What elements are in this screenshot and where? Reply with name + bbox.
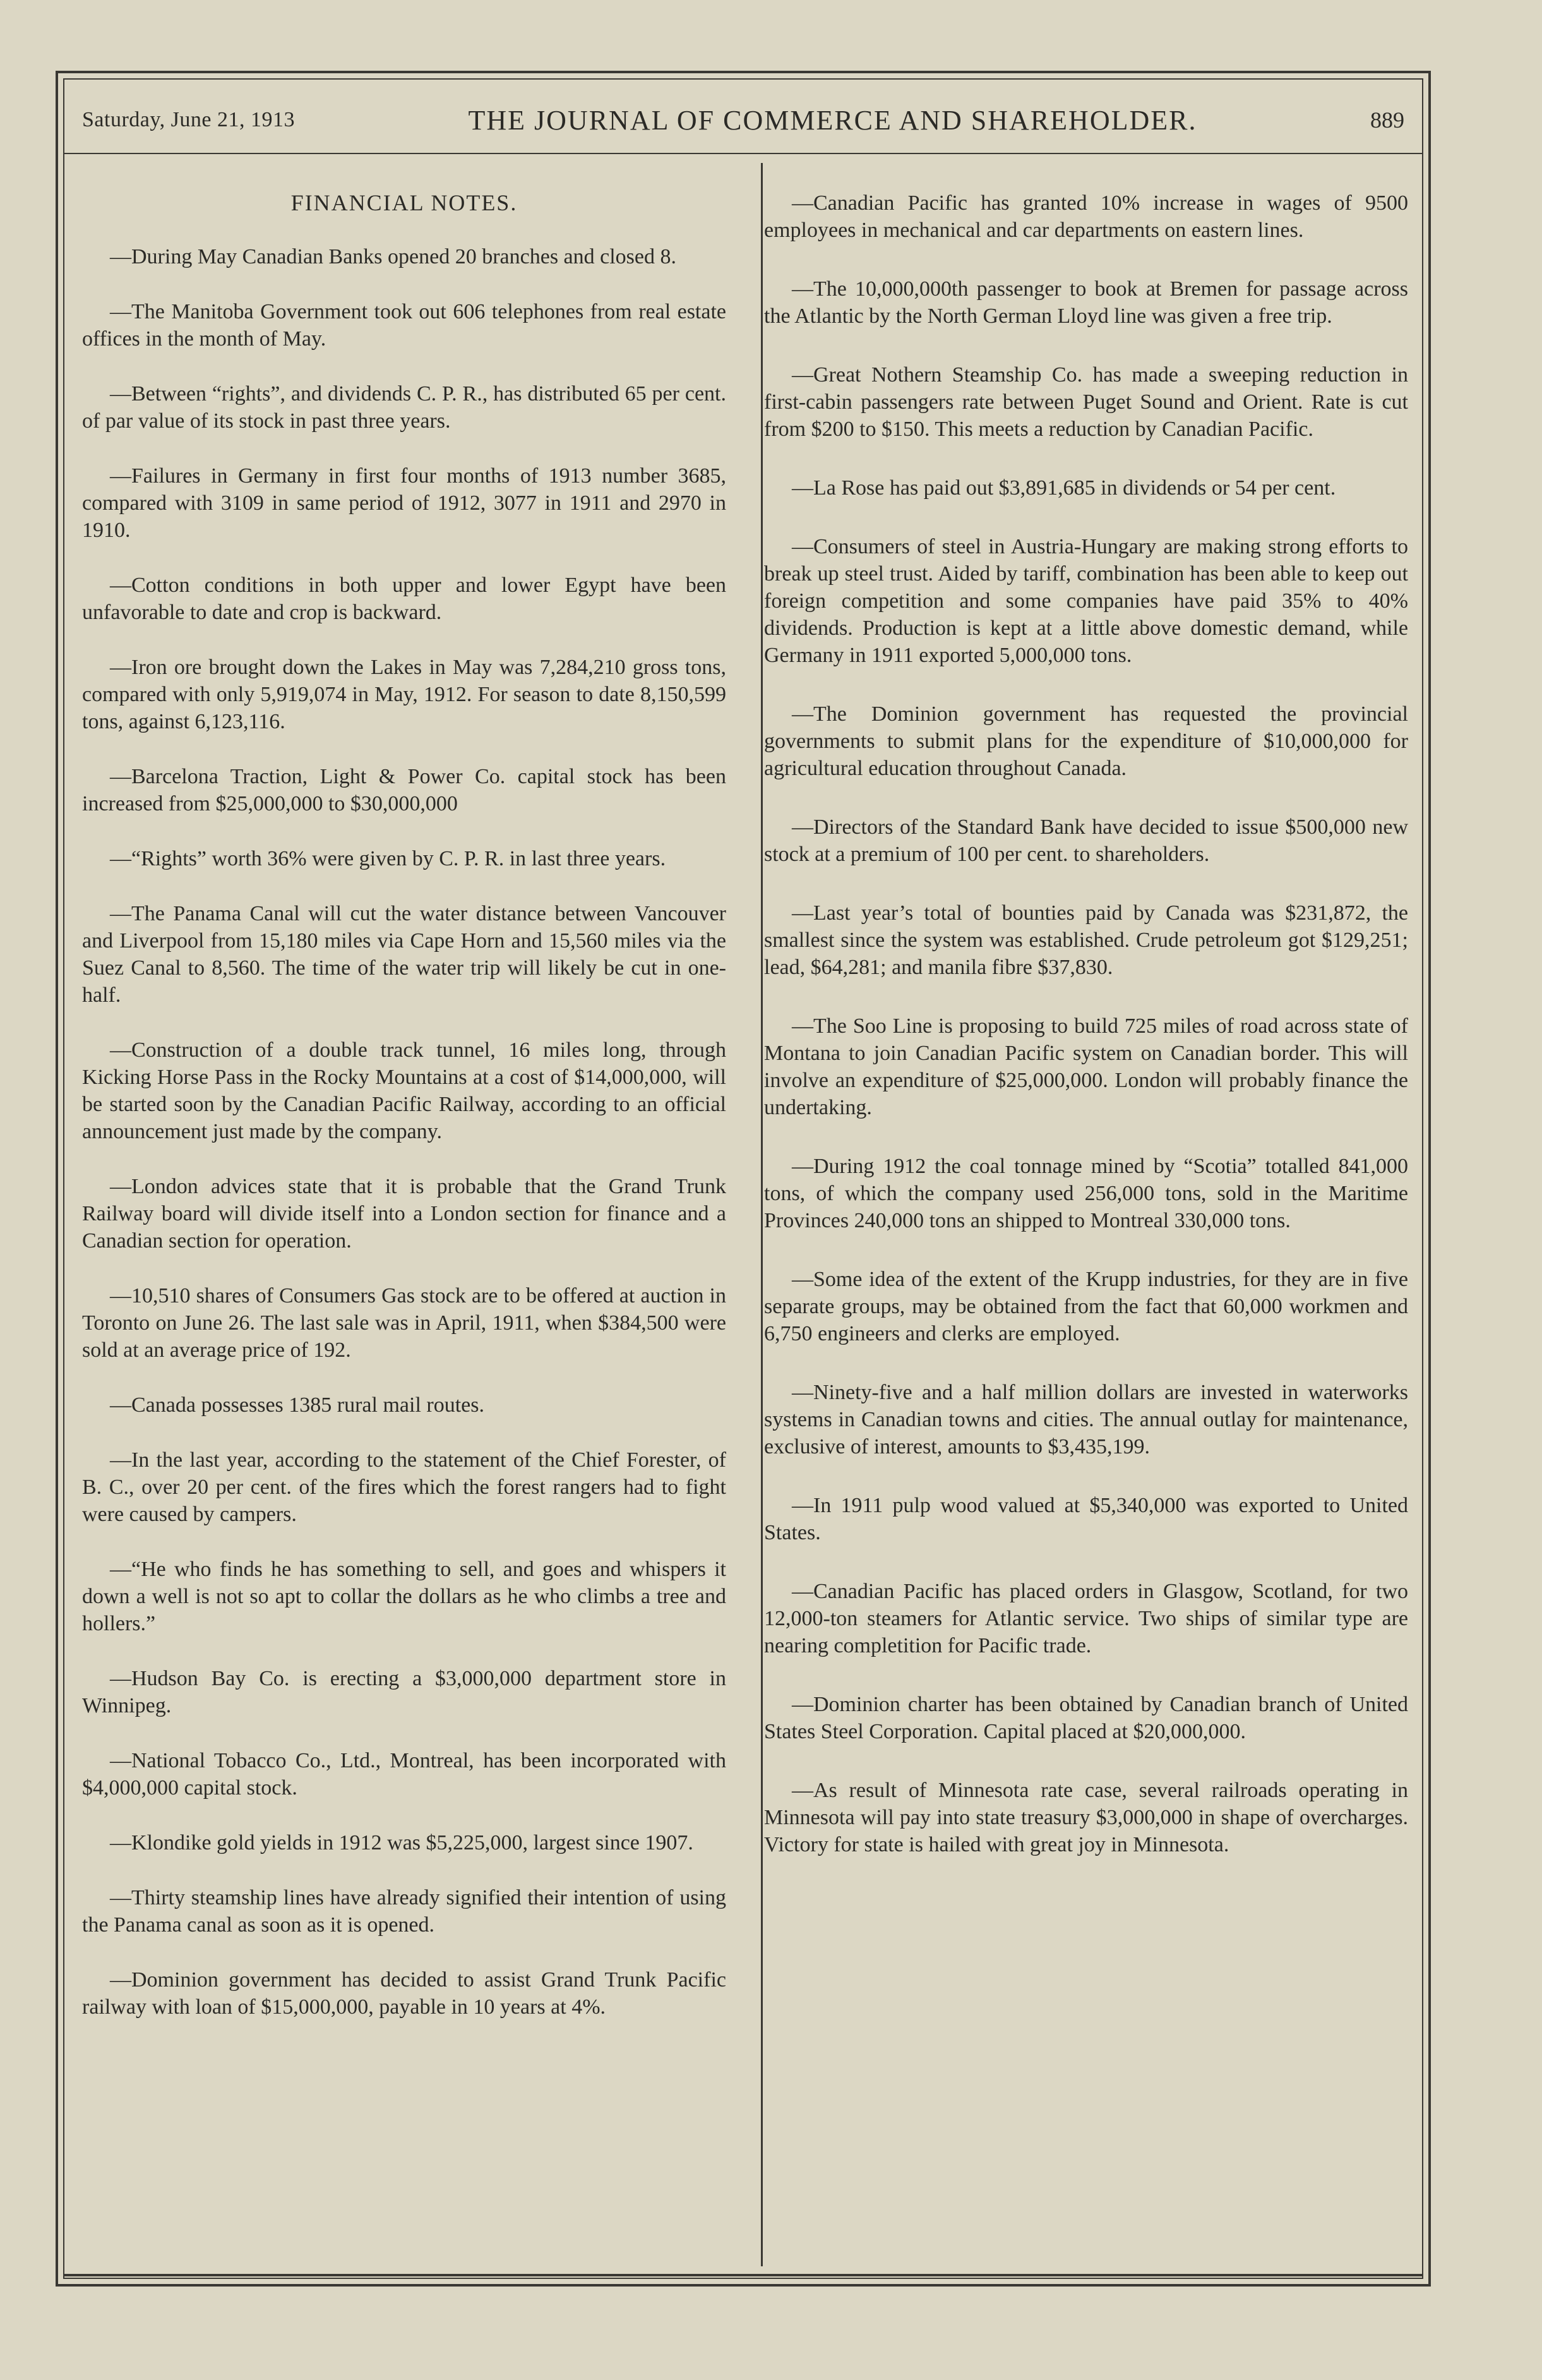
news-note: —In the last year, according to the statement of the Chief Forester, of B. C., over 20 per cent. of the fires which the forest rangers had to fight were caused by campers. <box>82 1448 726 1526</box>
news-note: —As result of Minnesota rate case, several railroads operating in Minnesota will pay into state treasury $3,000,000 in shape of overcharges. Victory for state is hailed with great joy in Minnesota. <box>764 1779 1408 1856</box>
news-note: —Directors of the Standard Bank have decided to issue $500,000 new stock at a premium of 100 per cent. to shareholders. <box>764 815 1408 866</box>
news-note: —Dominion charter has been obtained by Canadian branch of United States Steel Corporation. Capital placed at $20,000,000. <box>764 1693 1408 1743</box>
news-note: —Klondike gold yields in 1912 was $5,225,000, largest since 1907. <box>110 1831 693 1854</box>
news-note: —Hudson Bay Co. is erecting a $3,000,000 department store in Winnipeg. <box>82 1667 726 1717</box>
news-note: —National Tobacco Co., Ltd., Montreal, has been incorporated with $4,000,000 capital stock. <box>82 1749 726 1800</box>
news-note: —Iron ore brought down the Lakes in May was 7,284,210 gross tons, compared with only 5,919,074 in May, 1912. For season to date 8,150,599 tons, against 6,123,116. <box>82 656 726 733</box>
header-rule <box>63 153 1423 154</box>
section-heading: FINANCIAL NOTES. <box>290 190 518 215</box>
left-column <box>82 189 726 2048</box>
news-note: —“He who finds he has something to sell, and goes and whispers it down a well is not so apt to collar the dollars as he who climbs a tree and hollers.” <box>82 1558 726 1635</box>
page-number: 889 <box>1370 107 1404 133</box>
news-note: —Consumers of steel in Austria-Hungary are making strong efforts to break up steel trust. Aided by tariff, combination has been able to keep out foreign competition and some companies have paid 35% to 40% dividends. Production is kept at a little above domestic demand, while Germany in 1911 exported 5,000,000 tons. <box>764 535 1408 667</box>
news-note: —Great Nothern Steamship Co. has made a sweeping reduction in first-cabin passengers rate between Puget Sound and Orient. Rate is cut from $200 to $150. This meets a reduction by Canadian Pacific. <box>764 363 1408 441</box>
bottom-rule <box>63 2274 1423 2276</box>
news-note: —Thirty steamship lines have already signified their intention of using the Panama canal as soon as it is opened. <box>82 1886 726 1937</box>
news-note: —In 1911 pulp wood valued at $5,340,000 was exported to United States. <box>764 1494 1408 1544</box>
news-note: —La Rose has paid out $3,891,685 in dividends or 54 per cent. <box>792 476 1336 500</box>
news-note: —During May Canadian Banks opened 20 branches and closed 8. <box>110 245 676 268</box>
page-header <box>63 88 1423 152</box>
news-note: —Ninety-five and a half million dollars are invested in waterworks systems in Canadian towns and cities. The annual outlay for maintenance, exclusive of interest, amounts to $3,435,199. <box>764 1381 1408 1458</box>
news-note: —10,510 shares of Consumers Gas stock are to be offered at auction in Toronto on June 26. The last sale was in April, 1911, when $384,500 were sold at an average price of 192. <box>82 1284 726 1362</box>
news-note: —During 1912 the coal tonnage mined by “Scotia” totalled 841,000 tons, of which the company used 256,000 tons, sold in the Maritime Provinces 240,000 tons an shipped to Montreal 330,000 tons. <box>764 1155 1408 1232</box>
news-note: —Cotton conditions in both upper and lower Egypt have been unfavorable to date and crop is backward. <box>82 574 726 624</box>
news-note: —Some idea of the extent of the Krupp industries, for they are in five separate groups, may be obtained from the fact that 60,000 workmen and 6,750 engineers and clerks are employed. <box>764 1268 1408 1345</box>
publication-title: THE JOURNAL OF COMMERCE AND SHAREHOLDER. <box>468 104 1197 136</box>
news-note: —Last year’s total of bounties paid by Canada was $231,872, the smallest since the system was established. Crude petroleum got $129,251; lead, $64,281; and manila fibre $37,830. <box>764 901 1408 979</box>
news-note: —Failures in Germany in first four months of 1913 number 3685, compared with 3109 in same period of 1912, 3077 in 1911 and 2970 in 1910. <box>82 464 726 542</box>
column-divider <box>761 163 763 2266</box>
news-note: —The Manitoba Government took out 606 telephones from real estate offices in the month of May. <box>82 300 726 351</box>
news-note: —Canadian Pacific has placed orders in Glasgow, Scotland, for two 12,000-ton steamers for Atlantic service. Two ships of similar type are nearing completition for Pacific trade. <box>764 1580 1408 1657</box>
right-column <box>764 189 1408 1890</box>
news-note: —Canadian Pacific has granted 10% increase in wages of 9500 employees in mechanical and car departments on eastern lines. <box>764 191 1408 242</box>
news-note: —London advices state that it is probable that the Grand Trunk Railway board will divide itself into a London section for finance and a Canadian section for operation. <box>82 1175 726 1253</box>
news-note: —Between “rights”, and dividends C. P. R., has distributed 65 per cent. of par value of its stock in past three years. <box>82 382 726 433</box>
news-note: —The Dominion government has requested the provincial governments to submit plans for the expenditure of $10,000,000 for agricultural education throughout Canada. <box>764 702 1408 780</box>
news-note: —“Rights” worth 36% were given by C. P. R. in last three years. <box>110 847 666 870</box>
news-note: —Dominion government has decided to assist Grand Trunk Pacific railway with loan of $15,000,000, payable in 10 years at 4%. <box>82 1968 726 2019</box>
news-note: —Barcelona Traction, Light & Power Co. capital stock has been increased from $25,000,000 to $30,000,000 <box>82 765 726 815</box>
news-note: —The Soo Line is proposing to build 725 miles of road across state of Montana to join Canadian Pacific system on Canadian border. This will involve an expenditure of $25,000,000. London will probably finance the undertaking. <box>764 1014 1408 1119</box>
news-note: —Canada possesses 1385 rural mail routes. <box>110 1393 484 1417</box>
news-note: —The 10,000,000th passenger to book at Bremen for passage across the Atlantic by the North German Lloyd line was given a free trip. <box>764 277 1408 328</box>
issue-date: Saturday, June 21, 1913 <box>82 108 295 131</box>
news-note: —Construction of a double track tunnel, 16 miles long, through Kicking Horse Pass in the Rocky Mountains at a cost of $14,000,000, will be started soon by the Canadian Pacific Railway, according to an official announcement just made by the company. <box>82 1038 726 1143</box>
news-note: —The Panama Canal will cut the water distance between Vancouver and Liverpool from 15,180 miles via Cape Horn and 15,560 miles via the Suez Canal to 8,560. The time of the water trip will likely be cut in one-half. <box>82 902 726 1007</box>
